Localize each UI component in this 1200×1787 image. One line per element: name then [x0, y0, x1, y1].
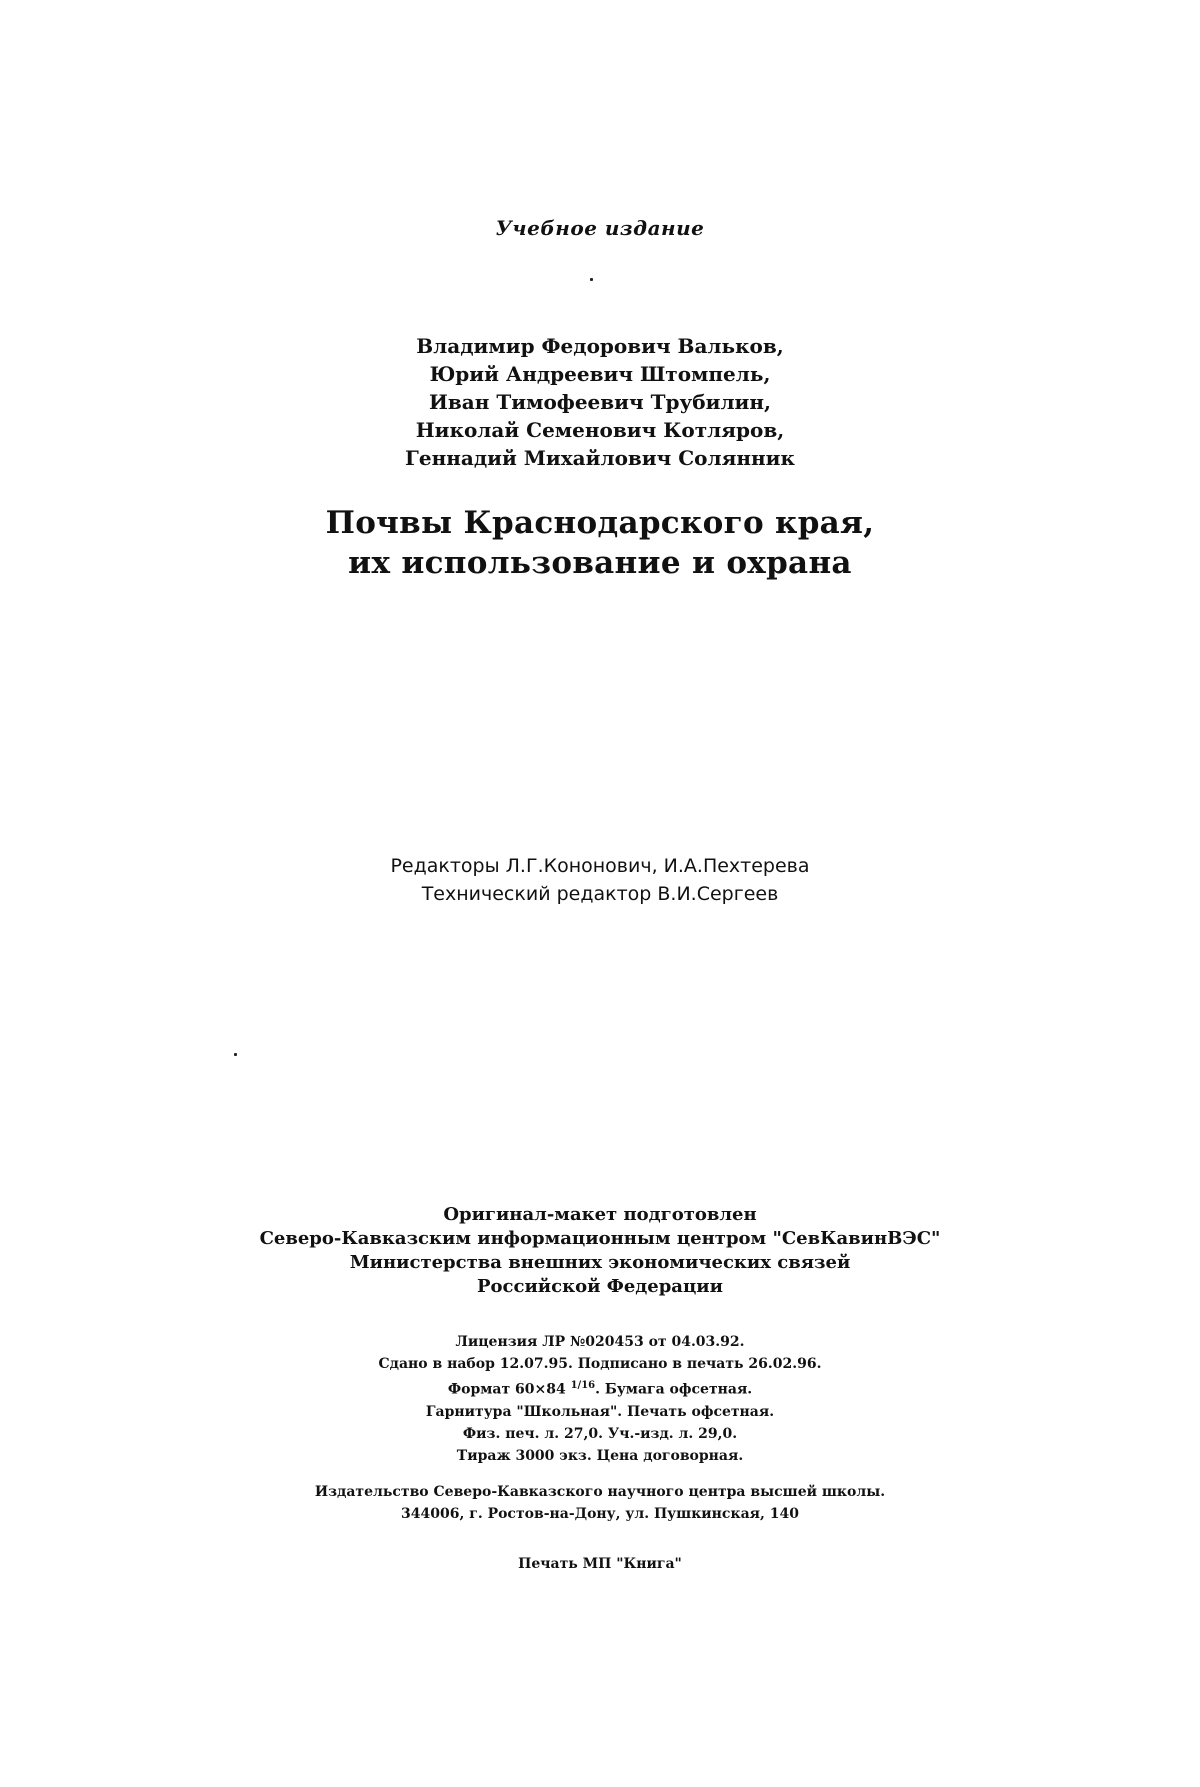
- editors-line: Редакторы Л.Г.Кононович, И.А.Пехтерева: [390, 855, 810, 877]
- layout-credit-line: Российской Федерации: [477, 1276, 723, 1297]
- authors-list: [0, 332, 1200, 472]
- layout-credit: [0, 1203, 1200, 1299]
- typeface-line: Гарнитура "Школьная". Печать офсетная.: [425, 1403, 775, 1420]
- publisher-name: Издательство Северо-Кавказского научного центра высшей школы.: [314, 1484, 886, 1500]
- license-line: Лицензия ЛР №020453 от 04.03.92.: [455, 1334, 745, 1350]
- format-line: [0, 1375, 1200, 1401]
- layout-credit-line: Министерства внешних экономических связей: [349, 1252, 851, 1273]
- author-name: Владимир Федорович Вальков,: [416, 334, 784, 358]
- layout-credit-line: Оригинал-макет подготовлен: [443, 1204, 757, 1225]
- format-prefix: Формат 60×84: [447, 1381, 571, 1398]
- publisher-address: 344006, г. Ростов-на-Дону, ул. Пушкинская, 140: [401, 1506, 799, 1522]
- book-title: [0, 503, 1200, 583]
- printer-info: Печать МП "Книга": [518, 1556, 682, 1572]
- layout-credit-line: Северо-Кавказским информационным центром "СевКавинВЭС": [259, 1228, 941, 1249]
- author-name: Николай Семенович Котляров,: [415, 418, 785, 442]
- imprint-details: [0, 1331, 1200, 1467]
- print-speck: [234, 1053, 237, 1056]
- publisher-info: [0, 1481, 1200, 1525]
- tech-editor-line: Технический редактор В.И.Сергеев: [421, 883, 779, 905]
- format-fraction: 1/16: [570, 1380, 596, 1391]
- editors-credits: [0, 852, 1200, 908]
- author-name: Юрий Андреевич Штомпель,: [429, 362, 771, 386]
- edition-type: Учебное издание: [495, 216, 705, 240]
- book-title-line: их использование и охрана: [348, 545, 852, 581]
- print-run-line: Тираж 3000 экз. Цена договорная.: [456, 1447, 744, 1464]
- sheets-line: Физ. печ. л. 27,0. Уч.-изд. л. 29,0.: [462, 1425, 738, 1442]
- author-name: Геннадий Михайлович Солянник: [405, 446, 795, 470]
- dates-line: Сдано в набор 12.07.95. Подписано в печать 26.02.96.: [378, 1356, 822, 1372]
- print-speck: [590, 278, 593, 281]
- format-suffix: . Бумага офсетная.: [595, 1381, 753, 1398]
- author-name: Иван Тимофеевич Трубилин,: [429, 390, 771, 414]
- book-title-line: Почвы Краснодарского края,: [325, 505, 875, 541]
